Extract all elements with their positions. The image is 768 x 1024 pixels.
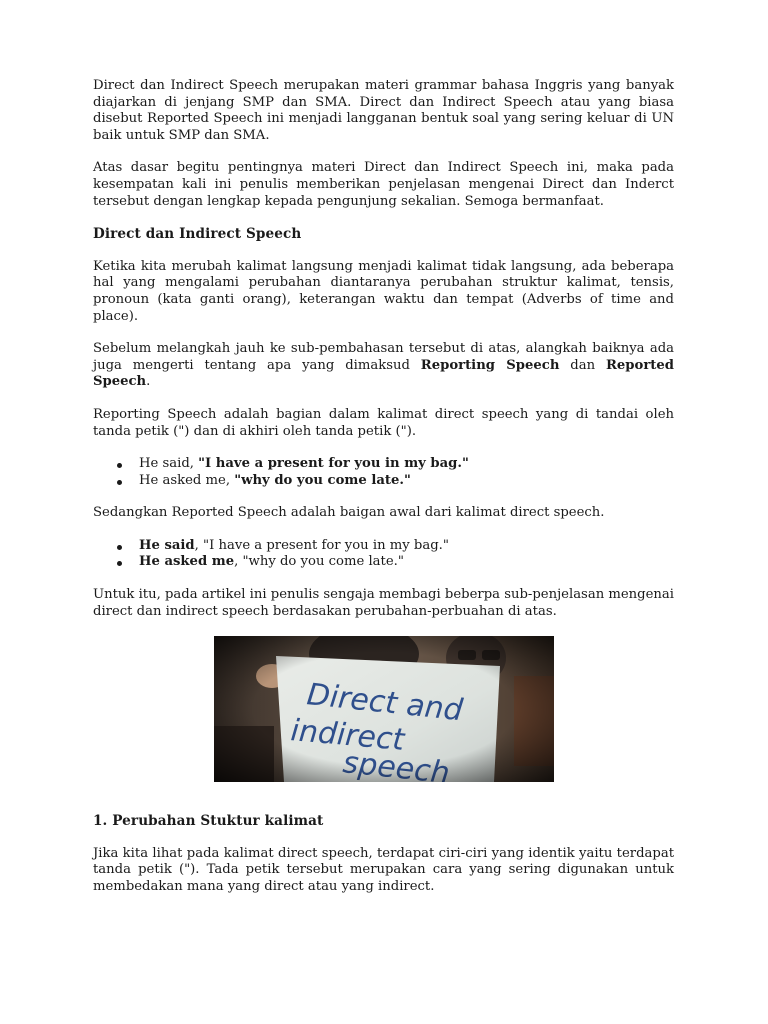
list-item-plain: , "I have a present for you in my bag.": [194, 537, 449, 553]
document-page: [93, 78, 674, 912]
list-item-bold: He asked me: [139, 554, 235, 570]
list-item-plain: He said,: [139, 456, 199, 472]
list-item: [139, 538, 674, 555]
list-item-plain: He asked me,: [139, 472, 235, 488]
p2-text-mid: dan: [559, 357, 606, 373]
term-reporting-speech: Reporting Speech: [420, 357, 560, 373]
section-heading-perubahan-struktur: 1. Perubahan Stuktur kalimat: [93, 813, 324, 830]
section1-paragraph-4: Sedangkan Reported Speech adalah baigan awal dari kalimat direct speech.: [93, 505, 605, 521]
example-list-reporting: [93, 456, 674, 489]
list-item-plain: , "why do you come late.": [234, 554, 404, 570]
p2-text-end: .: [146, 374, 151, 390]
term-reported-speech: Reported Speech: [93, 357, 674, 390]
section1-paragraph-3: Reporting Speech adalah bagian dalam kalimat direct speech yang di tandai oleh tanda petik (") dan di akhiri oleh tanda petik (").: [93, 406, 674, 439]
example-list-reported: [93, 538, 674, 571]
direct-indirect-speech-image: [214, 636, 554, 782]
intro-paragraph-2: Atas dasar begitu pentingnya materi Direct dan Indirect Speech ini, maka pada kesempatan kali ini penulis memberikan penjelasan mengenai Direct dan Inderct tersebut dengan lengkap kepada pengunjung sekalian. Semoga bermanfaat.: [93, 160, 674, 209]
section1-paragraph-5: Untuk itu, pada artikel ini penulis sengaja membagi beberpa sub-penjelasan mengenai direct dan indirect speech berdasakan perubahan-perbuahan di atas.: [93, 587, 674, 619]
section2-paragraph-1: Jika kita lihat pada kalimat direct speech, terdapat ciri-ciri yang identik yaitu terdapat tanda petik ("). Tada petik tersebut merupakan cara yang sering digunakan untuk membedakan mana yang direct atau yang indirect.: [93, 845, 674, 895]
figure-container: [93, 636, 674, 782]
section1-paragraph-2: [93, 341, 674, 391]
list-item: [139, 456, 674, 473]
section-heading-direct-indirect: Direct dan Indirect Speech: [93, 226, 302, 243]
intro-paragraph-1: Direct dan Indirect Speech merupakan materi grammar bahasa Inggris yang banyak diajarkan di jenjang SMP dan SMA. Direct dan Indirect Speech atau yang biasa disebut Reported Speech ini menjadi langganan bentuk soal yang sering keluar di UN baik untuk SMP dan SMA.: [93, 78, 674, 143]
list-item-bold: "I have a present for you in my bag.": [198, 456, 469, 472]
p2-text-start: Sebelum melangkah jauh ke sub-pembahasan tersebut di atas, alangkah baiknya ada juga mengerti tentang apa yang dimaksud: [93, 341, 674, 373]
section1-paragraph-1: Ketika kita merubah kalimat langsung menjadi kalimat tidak langsung, ada beberapa hal yang mengalami perubahan diantaranya perubahan struktur kalimat, tensis, pronoun (kata ganti orang), keterangan waktu dan tempat (Adverbs of time and place).: [93, 258, 674, 324]
sign-photo-illustration: [214, 636, 554, 782]
list-item: [139, 473, 674, 490]
list-item-bold: He said: [139, 537, 195, 553]
list-item-bold: "why do you come late.": [234, 472, 411, 488]
list-item: [139, 554, 674, 571]
